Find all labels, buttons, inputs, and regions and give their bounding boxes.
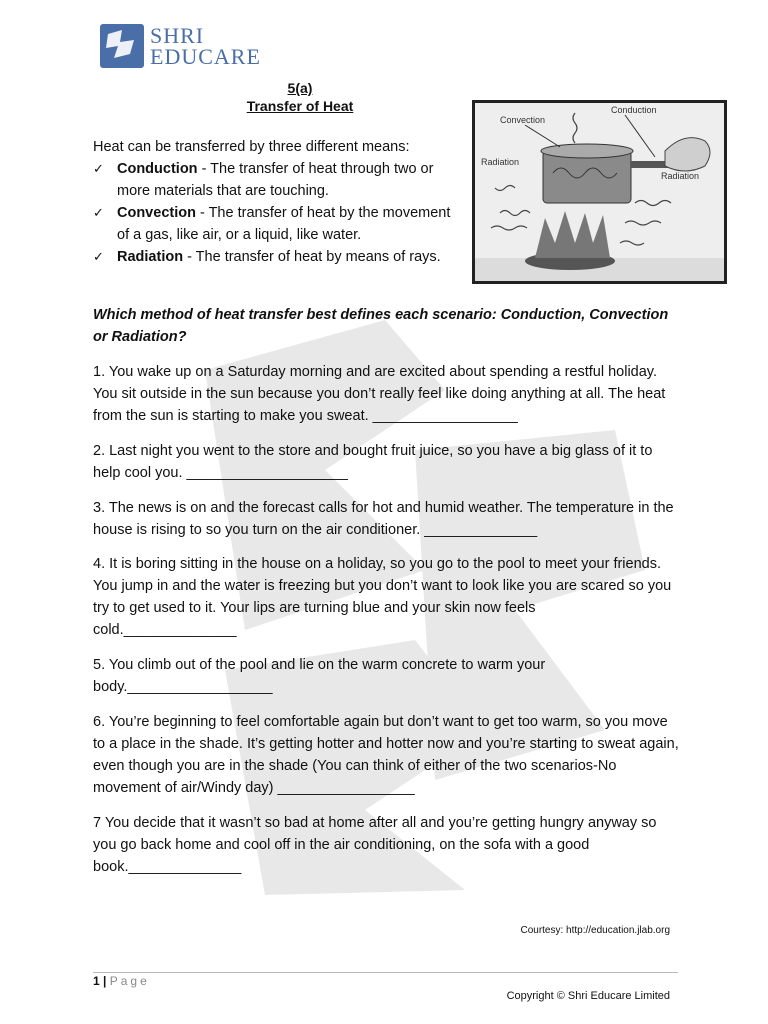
definition-radiation: - The transfer of heat by means of rays. <box>183 249 441 265</box>
label-radiation-left: Radiation <box>481 157 520 167</box>
intro-lead: Heat can be transferred by three different means: <box>93 139 410 155</box>
scenario-item-7: 7 You decide that it wasn’t so bad at home after all and you’re getting hungry anyway so you go back home and cool off in the air conditioning, on the sofa with a good book.______________ <box>93 815 657 875</box>
logo-line-2: EDUCARE <box>150 44 261 69</box>
logo-mark-icon <box>100 24 144 68</box>
footer-divider <box>93 972 678 973</box>
scenario-item-1: 1. You wake up on a Saturday morning and are excited about spending a restful holiday. You sit outside in the sun because you don’t really feel like doing anything at all. The heat from the sun is starting to make you sweat. __________________ <box>93 364 666 424</box>
page-separator: | <box>103 974 107 988</box>
scenario-item-6: 6. You’re beginning to feel comfortable again but don’t want to get too warm, so you move to a place in the shade. It’s getting hotter and hotter now and you’re starting to sweat again, even though you are in the shade (You can think of either of the two scenarios-No movement of air/Windy day) _________________ <box>93 714 679 796</box>
label-conduction: Conduction <box>611 105 657 115</box>
courtesy-note: Courtesy: http://education.jlab.org <box>520 925 670 936</box>
page-title: Transfer of Heat <box>246 98 354 114</box>
scenario-item-2: 2. Last night you went to the store and bought fruit juice, so you have a big glass of it to help cool you. ____________________ <box>93 443 653 481</box>
scenario-item-5: 5. You climb out of the pool and lie on the warm concrete to warm your body.__________________ <box>93 657 546 695</box>
brand-logo <box>100 24 261 68</box>
section-number: 5(a) <box>287 80 313 96</box>
means-list <box>93 158 463 268</box>
term-convection: Convection <box>117 205 196 221</box>
scenario-item-4: 4. It is boring sitting in the house on a holiday, so you go to the pool to meet your friends. You jump in and the water is freezing but you don’t want to look like you are scared so you try to get used to it. Your lips are turning blue and your skin now feels cold.______________ <box>93 556 672 638</box>
term-radiation: Radiation <box>117 249 184 265</box>
label-radiation-right: Radiation <box>661 171 700 181</box>
page-number-footer <box>93 974 150 988</box>
copyright-notice: Copyright © Shri Educare Limited <box>506 990 670 1002</box>
list-item <box>93 202 463 246</box>
list-item <box>93 246 463 268</box>
page-word: Page <box>109 974 150 988</box>
logo-wordmark <box>150 25 261 67</box>
checkmark-icon: ✓ <box>93 205 104 220</box>
list-item <box>93 158 463 202</box>
label-convection: Convection <box>500 115 546 125</box>
question-prompt: Which method of heat transfer best defines each scenario: Conduction, Convection or Radiation? <box>93 307 669 345</box>
scenario-item-3: 3. The news is on and the forecast calls for hot and humid weather. The temperature in the house is rising to so you turn on the air conditioner. ______________ <box>93 500 674 538</box>
definition-conduction: - The transfer of heat through two or more materials that are touching. <box>117 161 434 199</box>
definition-convection: - The transfer of heat by the movement of a gas, like air, or a liquid, like water. <box>117 205 451 243</box>
intro-block <box>93 136 463 268</box>
page-number: 1 <box>93 974 100 988</box>
heat-transfer-illustration <box>472 100 727 284</box>
pot-shape <box>543 151 631 203</box>
term-conduction: Conduction <box>117 161 198 177</box>
checkmark-icon: ✓ <box>93 249 104 264</box>
logo-line-1: SHRI <box>150 23 205 48</box>
checkmark-icon: ✓ <box>93 161 104 176</box>
